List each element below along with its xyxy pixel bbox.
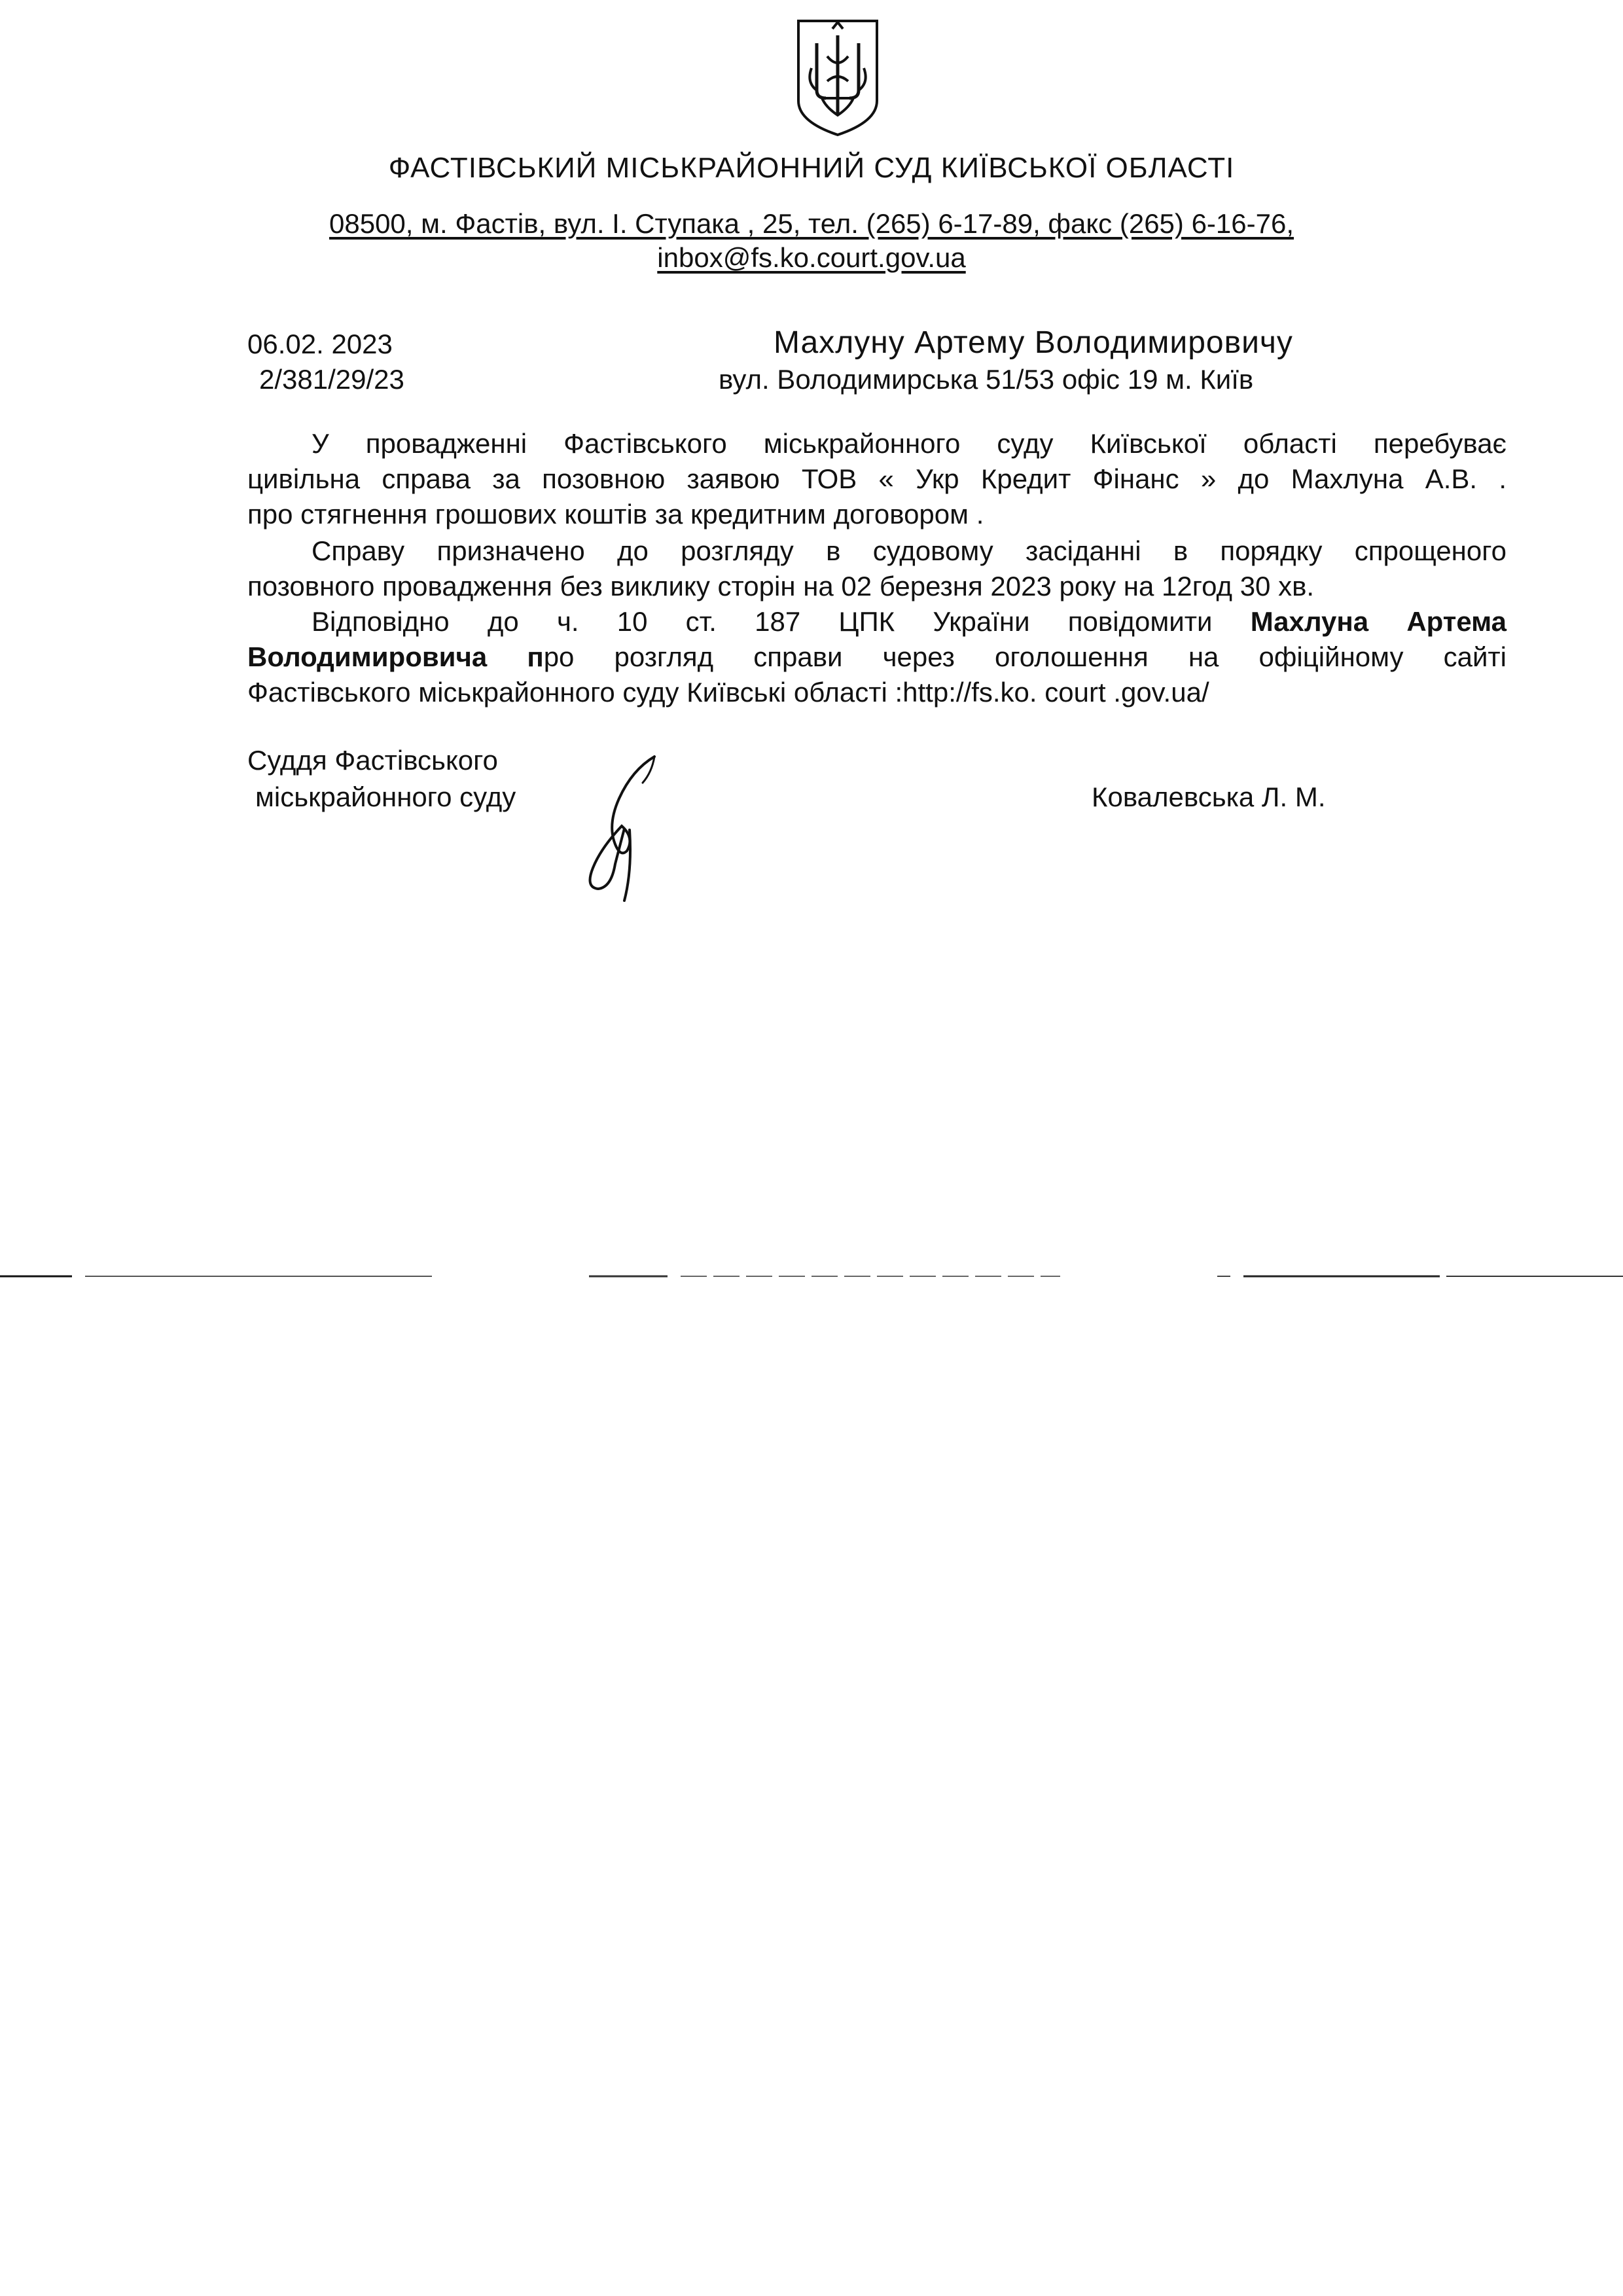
body-line: Справу призначено до розгляду в судовому засіданні в порядку спрощеного	[312, 535, 1507, 566]
court-email-link[interactable]: inbox@fs.ko.court.gov.ua	[657, 242, 966, 273]
recipient-address: вул. Володимирська 51/53 офіс 19 м. Київ	[719, 364, 1254, 395]
signatory-title: міськрайонного суду	[255, 781, 516, 812]
body-line: У провадженні Фастівського міськрайонного суду Київської області перебуває	[312, 428, 1507, 459]
defendant-patronymic-bold: Володимировича п	[247, 641, 544, 672]
body-text: ро розгляд справи через оголошення на офіційному сайті	[543, 641, 1507, 672]
trident-coat-of-arms-icon	[793, 17, 882, 137]
signatory-title: Суддя Фастівського	[247, 745, 498, 776]
recipient-name: Махлуну Артему Володимировичу	[774, 325, 1293, 360]
outgoing-number: 2/381/29/23	[259, 364, 404, 395]
court-address: 08500, м. Фастів, вул. І. Ступака , 25, тел. (265) 6-17-89, факс (265) 6-16-76,	[329, 208, 1294, 239]
handwritten-signature	[569, 753, 668, 903]
body-line: позовного провадження без виклику сторін на 02 березня 2023 року на 12год 30 хв.	[247, 571, 1315, 601]
defendant-name-bold: Махлуна Артема	[1250, 606, 1507, 637]
body-text: Відповідно до ч. 10 ст. 187 ЦПК України повідомити	[312, 606, 1213, 637]
body-line	[312, 606, 1507, 637]
body-line: про стягнення грошових коштів за кредитним договором .	[247, 499, 984, 529]
court-name: ФАСТІВСЬКИЙ МІСЬКРАЙОННИЙ СУД КИЇВСЬКОЇ ОБЛАСТІ	[388, 152, 1235, 184]
body-line: Фастівського міськрайонного суду Київські області :http://fs.ko. court .gov.ua/	[247, 677, 1209, 708]
letter-date: 06.02. 2023	[247, 329, 393, 359]
judge-name: Ковалевська Л. М.	[1092, 781, 1326, 812]
body-line: цивільна справа за позовною заявою ТОВ « Укр Кредит Фінанс » до Махлуна А.В. .	[247, 463, 1507, 494]
body-line	[247, 641, 1507, 673]
scan-artifact-lines	[0, 1270, 1623, 1283]
